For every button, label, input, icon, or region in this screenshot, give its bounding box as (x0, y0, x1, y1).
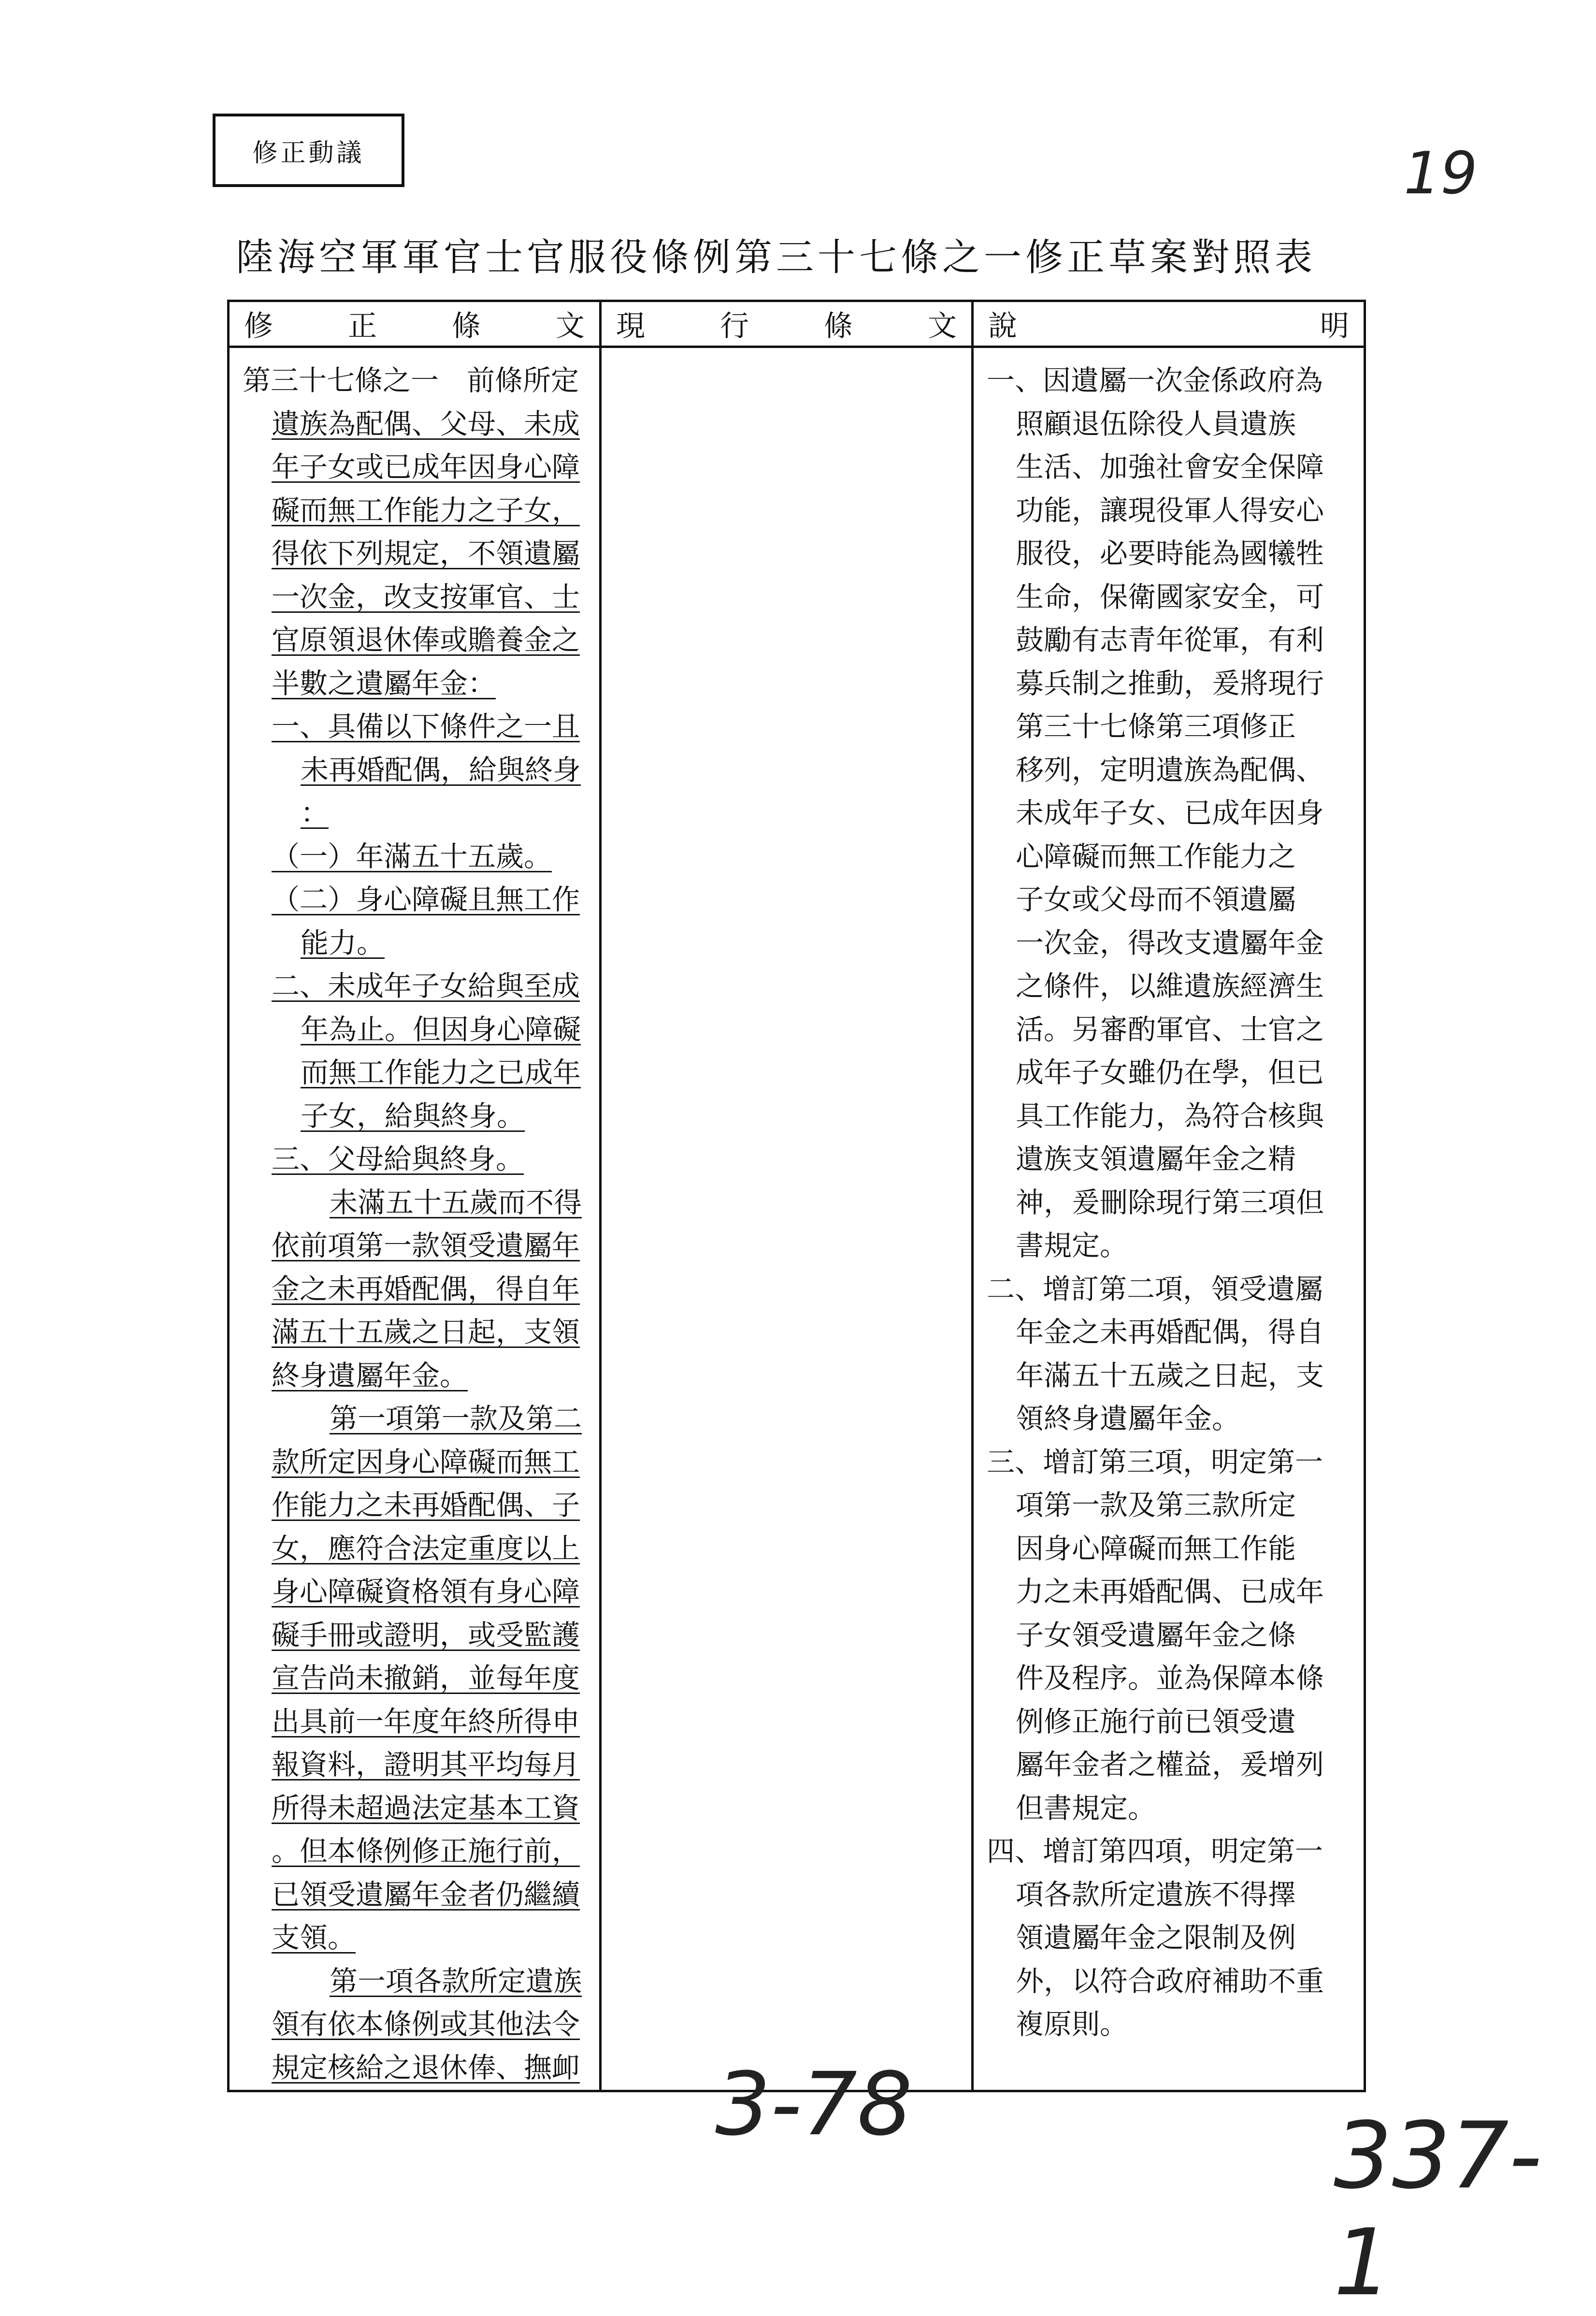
text-line: 半數之遺屬年金： (272, 666, 496, 700)
text-line: 作能力之未再婚配偶、子 (272, 1489, 580, 1521)
text-line: 女，應符合法定重度以上 (272, 1532, 580, 1565)
amended-text-cell (229, 347, 601, 2091)
handwritten-page-number: 19 (1404, 140, 1478, 207)
text-line: 報資料，證明其平均每月 (272, 1748, 580, 1781)
text-line: 之條件，以維遺族經濟生 (1016, 970, 1324, 1002)
explanation-cell (973, 347, 1365, 2091)
text-line: 但書規定。 (1016, 1791, 1156, 1824)
current-text-cell (601, 347, 973, 2091)
text-line: 生命，保衛國家安全，可 (1016, 580, 1324, 613)
text-line: 項各款所定遺族不得擇 (1016, 1878, 1296, 1911)
text-line: 神，爰刪除現行第三項但 (1016, 1186, 1324, 1219)
text-line: 件及程序。並為保障本條 (1016, 1662, 1324, 1694)
text-line: 外，以符合政府補助不重 (1016, 1964, 1324, 1998)
handwritten-sheet-number: 3-78 (715, 2054, 913, 2155)
text-line: 領終身遺屬年金。 (1016, 1402, 1240, 1435)
text-line: 領遺屬年金之限制及例 (1016, 1921, 1296, 1954)
text-line: ： (301, 796, 329, 829)
motion-stamp: 修正動議 (213, 114, 404, 187)
header-explanation (973, 301, 1365, 347)
text-line: 第三十七條第三項修正 (1016, 710, 1296, 743)
table-body-row (229, 347, 1365, 2091)
text-line: 得依下列規定，不領遺屬 (272, 537, 580, 570)
text-line: （二）身心障礙且無工作 (272, 883, 580, 916)
text-line: 年金之未再婚配偶，得自 (1016, 1316, 1324, 1348)
text-line: 移列，定明遺族為配偶、 (1016, 753, 1324, 786)
text-line: 一次金，得改支遺屬年金 (1016, 926, 1324, 959)
text-line: 子女或父母而不領遺屬 (1016, 883, 1296, 916)
header-char: 正 (348, 309, 377, 343)
text-line: 項第一款及第三款所定 (1016, 1489, 1296, 1521)
text-line: 金之未再婚配偶，得自年 (272, 1272, 580, 1305)
document-title: 陸海空軍軍官士官服役條例第三十七條之一修正草案對照表 (236, 236, 1317, 279)
text-line: 而無工作能力之已成年 (301, 1056, 581, 1089)
text-line: 生活、加強社會安全保障 (1016, 450, 1324, 483)
text-line: 成年子女雖仍在學，但已 (1016, 1056, 1324, 1089)
handwritten-file-number: 337-1 (1334, 2102, 1542, 2316)
text-line: 一、具備以下條件之一且 (272, 710, 580, 743)
text-line: 子女領受遺屬年金之條 (1016, 1618, 1296, 1651)
text-line: 年滿五十五歲之日起，支 (1016, 1359, 1324, 1392)
text-line: 依前項第一款領受遺屬年 (272, 1229, 580, 1262)
text-line: 所得未超過法定基本工資 (272, 1791, 580, 1824)
header-char: 行 (720, 309, 749, 343)
text-line: 支領。 (272, 1921, 356, 1954)
header-char: 條 (452, 309, 481, 343)
text-line: 一、因遺屬一次金係政府為 (987, 364, 1323, 397)
text-line: 鼓勵有志青年從軍，有利 (1016, 623, 1324, 656)
text-line: 滿五十五歲之日起，支領 (272, 1316, 580, 1348)
text-line: 款所定因身心障礙而無工 (272, 1445, 580, 1478)
text-line: 例修正施行前已領受遺 (1016, 1705, 1296, 1738)
text-line: 未成年子女、已成年因身 (1016, 796, 1324, 829)
text-line: 複原則。 (1016, 2008, 1128, 2041)
text-line: 書規定。 (1016, 1229, 1128, 1262)
text-line: 子女，給與終身。 (301, 1099, 525, 1132)
text-line: 募兵制之推動，爰將現行 (1016, 666, 1324, 700)
text-line: 未再婚配偶，給與終身 (301, 753, 581, 786)
text-line: 第三十七條之一 前條所定 (243, 364, 579, 397)
text-line: 宣告尚未撤銷，並每年度 (272, 1662, 580, 1694)
text-line: 第一項第一款及第二 (330, 1402, 582, 1435)
header-char: 明 (1320, 309, 1349, 343)
text-line: 三、父母給與終身。 (272, 1143, 524, 1175)
header-current (601, 301, 973, 347)
text-line: 未滿五十五歲而不得 (330, 1186, 582, 1219)
text-line: 能力。 (301, 926, 385, 959)
text-line: （一）年滿五十五歲。 (272, 840, 552, 873)
text-line: 因身心障礙而無工作能 (1016, 1532, 1296, 1565)
text-line: 年子女或已成年因身心障 (272, 450, 580, 483)
amended-text (230, 348, 599, 2089)
text-line: 二、增訂第二項，領受遺屬 (987, 1272, 1323, 1305)
text-line: 功能，讓現役軍人得安心 (1016, 493, 1324, 527)
text-line: 力之未再婚配偶、已成年 (1016, 1575, 1324, 1608)
explanation-text (974, 348, 1363, 2046)
header-char: 現 (616, 309, 645, 343)
text-line: 第一項各款所定遺族 (330, 1964, 582, 1998)
text-line: 二、未成年子女給與至成 (272, 970, 580, 1002)
text-line: 身心障礙資格領有身心障 (272, 1575, 580, 1608)
text-line: 一次金，改支按軍官、士 (272, 580, 580, 613)
header-char: 說 (988, 309, 1017, 343)
text-line: 礙手冊或證明，或受監護 (272, 1618, 580, 1651)
header-char: 文 (556, 309, 585, 343)
text-line: 出具前一年度年終所得申 (272, 1705, 580, 1738)
header-char: 文 (928, 309, 957, 343)
text-line: 三、增訂第三項，明定第一 (987, 1445, 1323, 1478)
text-line: 具工作能力，為符合核與 (1016, 1099, 1324, 1132)
text-line: 官原領退休俸或贍養金之 (272, 623, 580, 656)
text-line: 照顧退伍除役人員遺族 (1016, 407, 1296, 440)
comparison-table (227, 300, 1366, 2092)
text-line: 。但本條例修正施行前， (272, 1835, 580, 1867)
text-line: 已領受遺屬年金者仍繼續 (272, 1878, 580, 1911)
text-line: 活。另審酌軍官、士官之 (1016, 1013, 1324, 1046)
header-char: 修 (244, 309, 273, 343)
text-line: 年為止。但因身心障礙 (301, 1013, 581, 1046)
text-line: 服役，必要時能為國犧牲 (1016, 537, 1324, 570)
text-line: 屬年金者之權益，爰增列 (1016, 1748, 1324, 1781)
table-header-row (229, 301, 1365, 347)
text-line: 遺族為配偶、父母、未成 (272, 407, 580, 440)
header-char: 條 (824, 309, 853, 343)
text-line: 終身遺屬年金。 (272, 1359, 468, 1392)
text-line: 四、增訂第四項，明定第一 (987, 1835, 1323, 1867)
text-line: 領有依本條例或其他法令 (272, 2008, 580, 2041)
text-line: 礙而無工作能力之子女， (272, 493, 580, 527)
text-line: 遺族支領遺屬年金之精 (1016, 1143, 1296, 1175)
text-line: 心障礙而無工作能力之 (1016, 840, 1296, 873)
text-line: 規定核給之退休俸、撫卹 (272, 2051, 580, 2084)
header-amended (229, 301, 601, 347)
